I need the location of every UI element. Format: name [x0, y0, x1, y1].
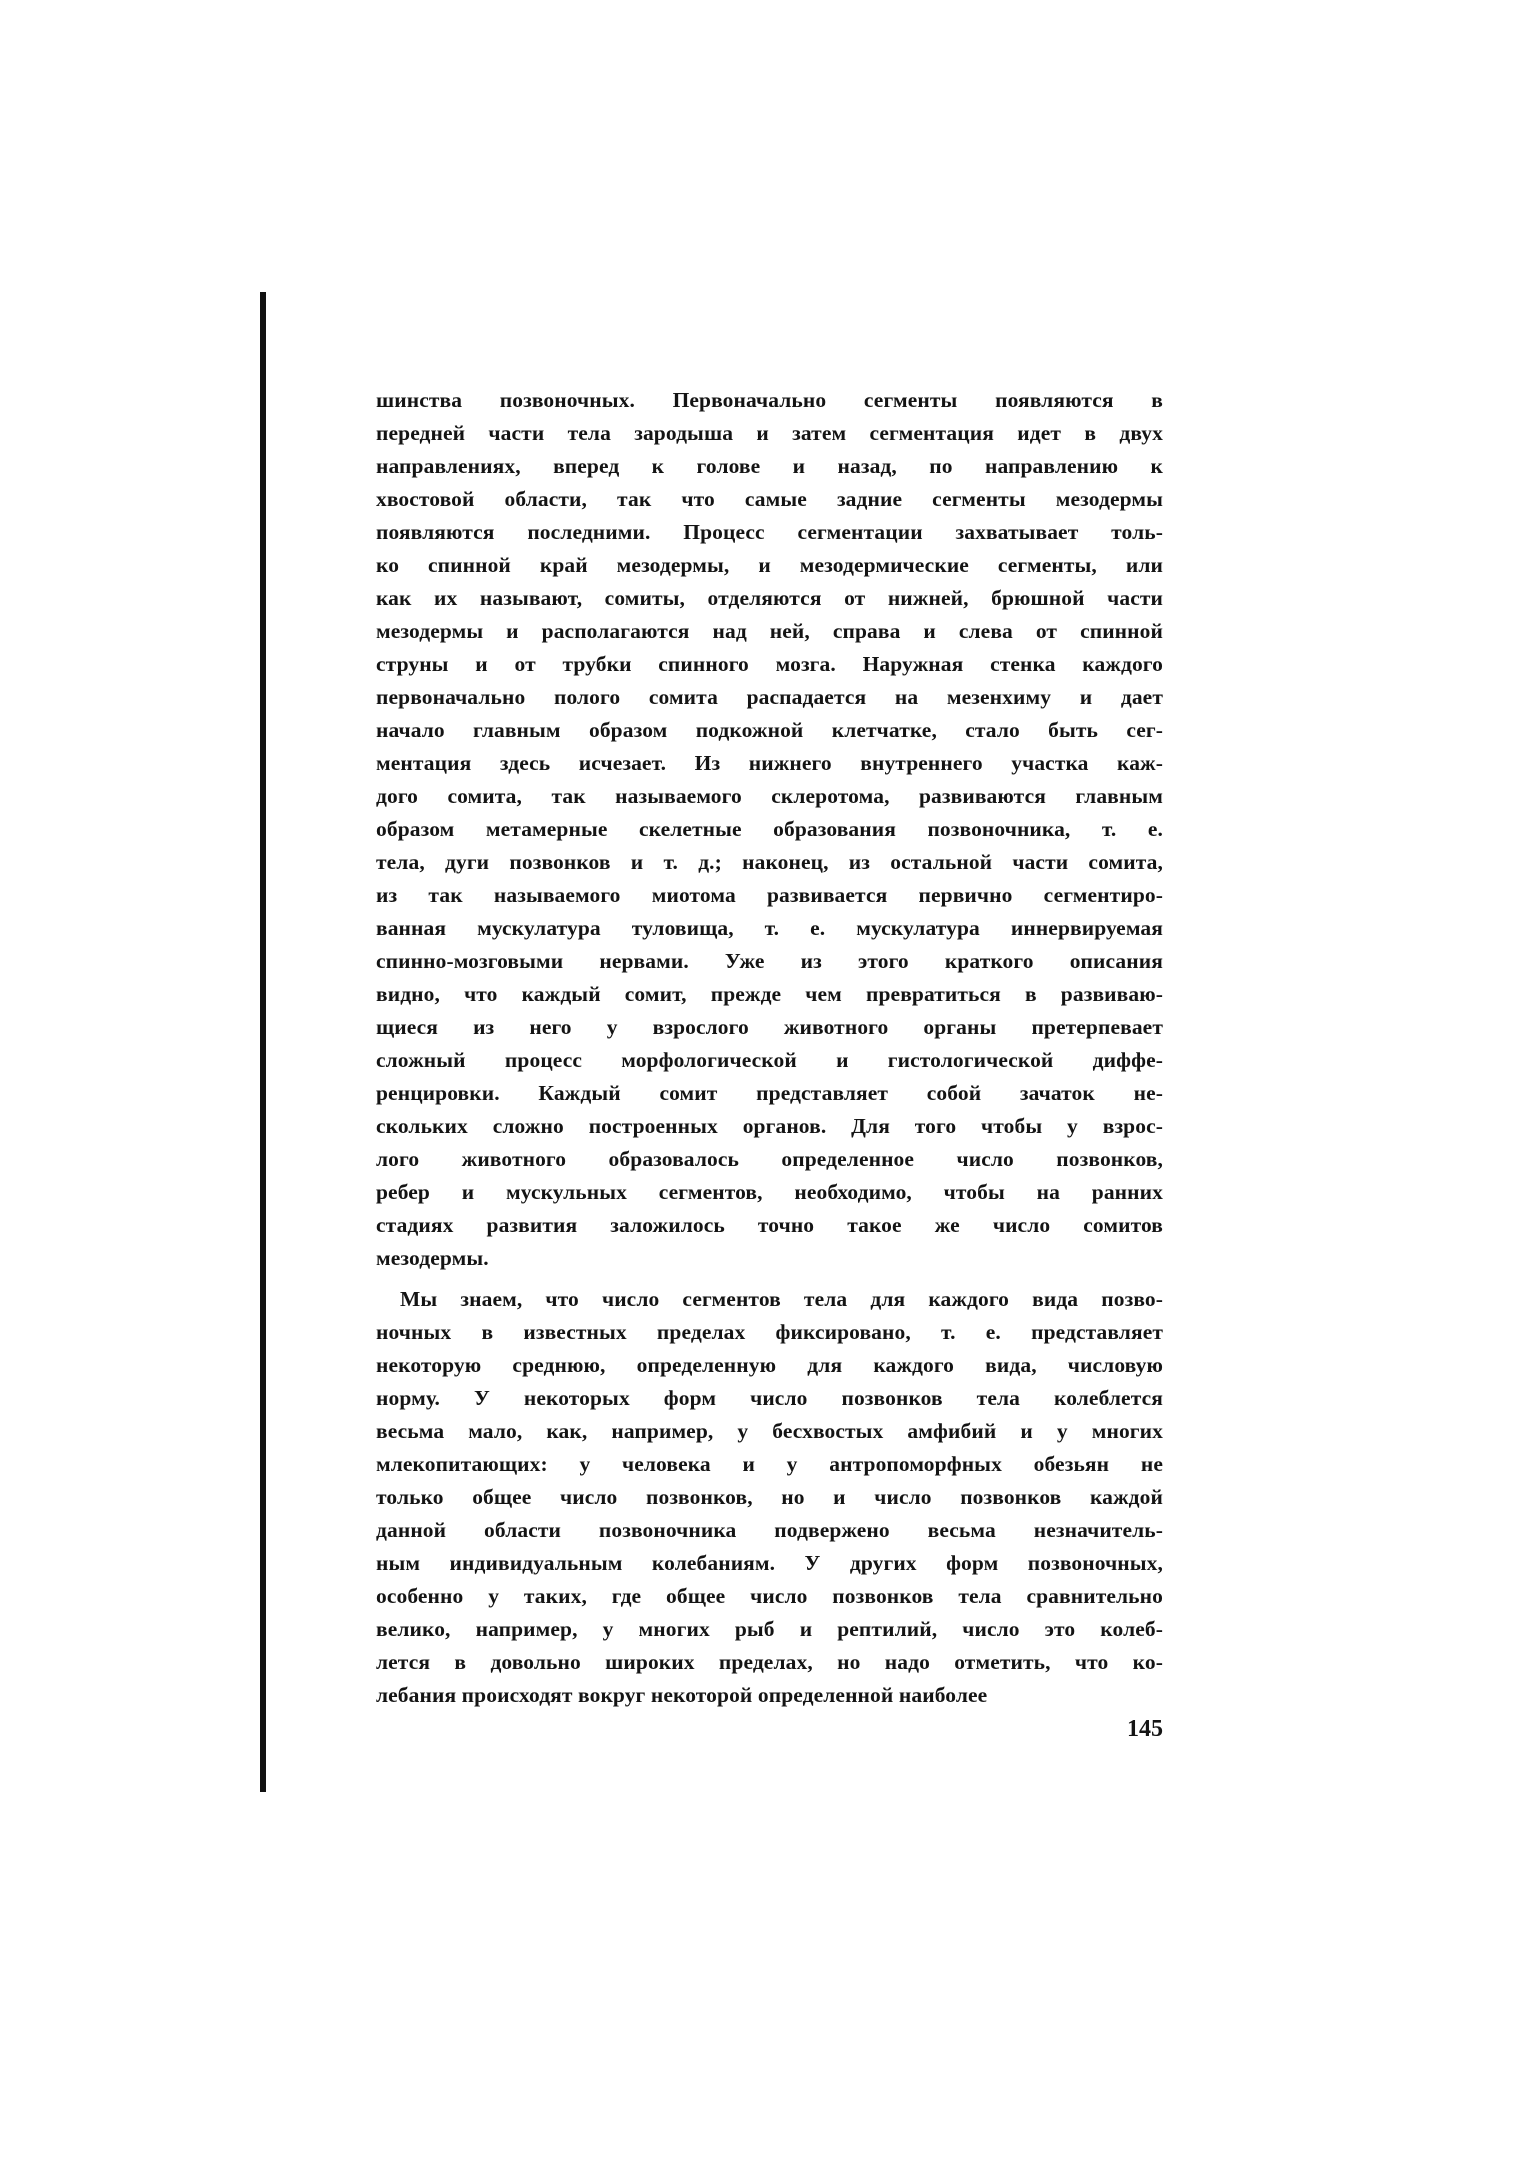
text-line: велико, например, у многих рыб и рептилий, число это колеб- — [376, 1617, 1163, 1641]
text-line: ванная мускулатура туловища, т. е. мускулатура иннервируемая — [376, 916, 1163, 940]
page-number: 145 — [1127, 1716, 1163, 1742]
text-line: появляются последними. Процесс сегментации захватывает толь- — [376, 520, 1163, 544]
text-line: мезодермы и располагаются над ней, справа и слева от спинной — [376, 619, 1163, 643]
text-line: весьма мало, как, например, у бесхвостых амфибий и у многих — [376, 1419, 1163, 1443]
text-line: образом метамерные скелетные образования позвоночника, т. е. — [376, 817, 1163, 841]
text-line: как их называют, сомиты, отделяются от нижней, брюшной части — [376, 586, 1163, 610]
text-line: некоторую среднюю, определенную для каждого вида, числовую — [376, 1353, 1163, 1377]
text-line: щиеся из него у взрослого животного органы претерпевает — [376, 1015, 1163, 1039]
paragraph-gap — [376, 1275, 1163, 1283]
text-line: струны и от трубки спинного мозга. Наружная стенка каждого — [376, 652, 1163, 676]
text-line: лется в довольно широких пределах, но надо отметить, что ко- — [376, 1650, 1163, 1674]
text-line: лебания происходят вокруг некоторой определенной наиболее — [376, 1683, 988, 1707]
text-line: данной области позвоночника подвержено весьма незначитель- — [376, 1518, 1163, 1542]
text-line: сложный процесс морфологической и гистологической диффе- — [376, 1048, 1163, 1072]
binding-edge-line — [260, 292, 266, 1792]
text-line: ребер и мускульных сегментов, необходимо, чтобы на ранних — [376, 1180, 1163, 1204]
text-line: спинно-мозговыми нервами. Уже из этого краткого описания — [376, 949, 1163, 973]
text-line: передней части тела зародыша и затем сегментация идет в двух — [376, 421, 1163, 445]
text-line: ным индивидуальным колебаниям. У других форм позвоночных, — [376, 1551, 1163, 1575]
text-line: млекопитающих: у человека и у антропоморфных обезьян не — [376, 1452, 1163, 1476]
text-line: начало главным образом подкожной клетчатке, стало быть сег- — [376, 718, 1163, 742]
text-line: первоначально полого сомита распадается на мезенхиму и дает — [376, 685, 1163, 709]
text-line: лого животного образовалось определенное число позвонков, — [376, 1147, 1163, 1171]
text-line: норму. У некоторых форм число позвонков тела колеблется — [376, 1386, 1163, 1410]
text-line: направлениях, вперед к голове и назад, по направлению к — [376, 454, 1163, 478]
body-text — [376, 384, 1163, 1712]
text-line: ко спинной край мезодермы, и мезодермические сегменты, или — [376, 553, 1163, 577]
text-line: только общее число позвонков, но и число позвонков каждой — [376, 1485, 1163, 1509]
paragraph — [376, 384, 1163, 1275]
text-line: особенно у таких, где общее число позвонков тела сравнительно — [376, 1584, 1163, 1608]
text-line: из так называемого миотома развивается первично сегментиро- — [376, 883, 1163, 907]
text-line: дого сомита, так называемого склеротома, развиваются главным — [376, 784, 1163, 808]
text-line: ментация здесь исчезает. Из нижнего внутреннего участка каж- — [376, 751, 1163, 775]
text-line: мезодермы. — [376, 1246, 489, 1270]
text-line: стадиях развития заложилось точно такое же число сомитов — [376, 1213, 1163, 1237]
text-line: шинства позвоночных. Первоначально сегменты появляются в — [376, 388, 1163, 412]
text-line: ночных в известных пределах фиксировано, т. е. представляет — [376, 1320, 1163, 1344]
text-line: Мы знаем, что число сегментов тела для каждого вида позво- — [400, 1287, 1163, 1311]
text-line: тела, дуги позвонков и т. д.; наконец, из остальной части сомита, — [376, 850, 1163, 874]
paragraph — [376, 1283, 1163, 1712]
text-line: хвостовой области, так что самые задние сегменты мезодермы — [376, 487, 1163, 511]
text-line: скольких сложно построенных органов. Для того чтобы у взрос- — [376, 1114, 1163, 1138]
text-line: видно, что каждый сомит, прежде чем превратиться в развиваю- — [376, 982, 1163, 1006]
text-line: ренцировки. Каждый сомит представляет собой зачаток не- — [376, 1081, 1163, 1105]
